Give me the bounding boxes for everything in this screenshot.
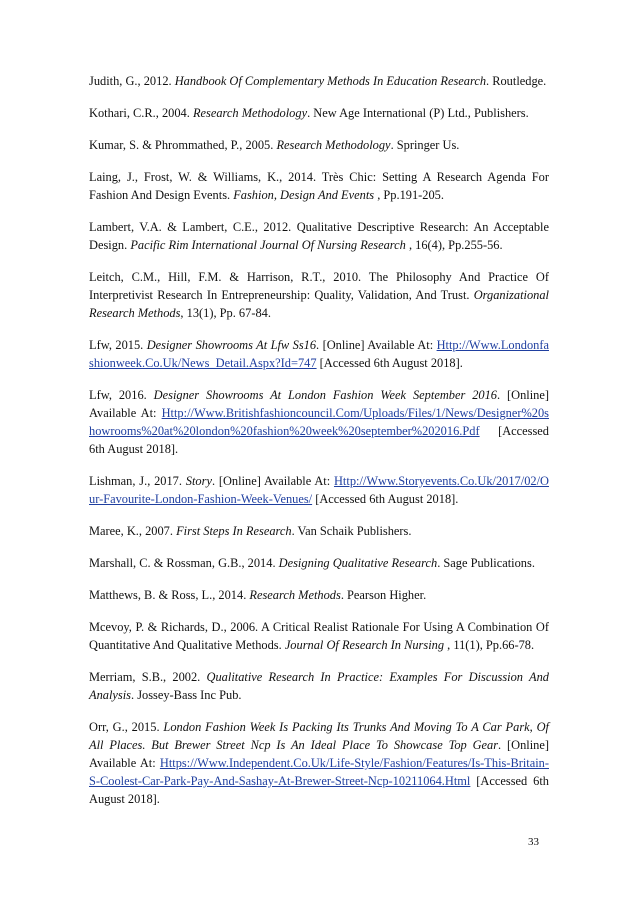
reference-entry: Mcevoy, P. & Richards, D., 2006. A Critical Realist Rationale For Using A Combination Of Quantitative And Qualitative Methods. Journal Of Research In Nursing , 11(1), Pp.66-78. — [89, 620, 549, 652]
reference-link[interactable]: Http://Www.Storyevents.Co.Uk/2017/02/Our-Favourite-London-Fashion-Week-Venues/ — [89, 474, 549, 506]
reference-entry: Judith, G., 2012. Handbook Of Complementary Methods In Education Research. Routledge. — [89, 74, 547, 88]
reference-entry: Matthews, B. & Ross, L., 2014. Research Methods. Pearson Higher. — [89, 588, 427, 602]
reference-entry: Merriam, S.B., 2002. Qualitative Research In Practice: Examples For Discussion And Analysis. Jossey-Bass Inc Pub. — [89, 670, 549, 702]
reference-entry: Laing, J., Frost, W. & Williams, K., 2014. Très Chic: Setting A Research Agenda For Fashion And Design Events. Fashion, Design And Events , Pp.191-205. — [89, 170, 549, 202]
reference-entry: Lishman, J., 2017. Story. [Online] Available At: Http://Www.Storyevents.Co.Uk/2017/02/Our-Favourite-London-Fashion-Week-Venues/ [Accessed 6th August 2018]. — [89, 474, 549, 506]
reference-entry: Lfw, 2015. Designer Showrooms At Lfw Ss16. [Online] Available At: Http://Www.Londonfashionweek.Co.Uk/News_Detail.Aspx?Id=747 [Accessed 6th August 2018]. — [89, 338, 549, 370]
reference-entry: Lfw, 2016. Designer Showrooms At London Fashion Week September 2016. [Online] Available At: Http://Www.Britishfashioncouncil.Com/Uploads/Files/1/News/Designer%20showrooms%20at%20london%20fashion%20week%20september%202016.Pdf [Accessed 6th August 2018]. — [89, 388, 550, 456]
reference-entry: Orr, G., 2015. London Fashion Week Is Packing Its Trunks And Moving To A Car Park, Of All Places. But Brewer Street Ncp Is An Ideal Place To Showcase Top Gear. [Online] Available At: Https://Www.Independent.Co.Uk/Life-Style/Fashion/Features/Is-This-Britain-S-Coolest-Car-Park-Pay-And-Sashay-At-Brewer-Street-Ncp-10211064.Html [Accessed 6th August 2018]. — [89, 720, 549, 806]
reference-list — [89, 72, 549, 822]
reference-link[interactable]: Https://Www.Independent.Co.Uk/Life-Style/Fashion/Features/Is-This-Britain-S-Coolest-Car-Park-Pay-And-Sashay-At-Brewer-Street-Ncp-10211064.Html — [89, 756, 549, 788]
reference-entry: Kumar, S. & Phrommathed, P., 2005. Research Methodology. Springer Us. — [89, 138, 460, 152]
reference-entry: Lambert, V.A. & Lambert, C.E., 2012. Qualitative Descriptive Research: An Acceptable Design. Pacific Rim International Journal Of Nursing Research , 16(4), Pp.255-56. — [89, 220, 549, 252]
reference-link[interactable]: Http://Www.Londonfashionweek.Co.Uk/News_Detail.Aspx?Id=747 — [89, 338, 549, 370]
reference-entry: Kothari, C.R., 2004. Research Methodology. New Age International (P) Ltd., Publishers. — [89, 106, 529, 120]
reference-entry: Maree, K., 2007. First Steps In Research. Van Schaik Publishers. — [89, 524, 412, 538]
reference-link[interactable]: Http://Www.Britishfashioncouncil.Com/Uploads/Files/1/News/Designer%20showrooms%20at%20london%20fashion%20week%20september%202016.Pdf — [89, 406, 549, 438]
reference-entry: Leitch, C.M., Hill, F.M. & Harrison, R.T., 2010. The Philosophy And Practice Of Interpretivist Research In Entrepreneurship: Quality, Validation, And Trust. Organizational Research Methods, 13(1), Pp. 67-84. — [89, 270, 549, 320]
reference-entry: Marshall, C. & Rossman, G.B., 2014. Designing Qualitative Research. Sage Publications. — [89, 556, 535, 570]
page-number: 33 — [528, 836, 539, 848]
